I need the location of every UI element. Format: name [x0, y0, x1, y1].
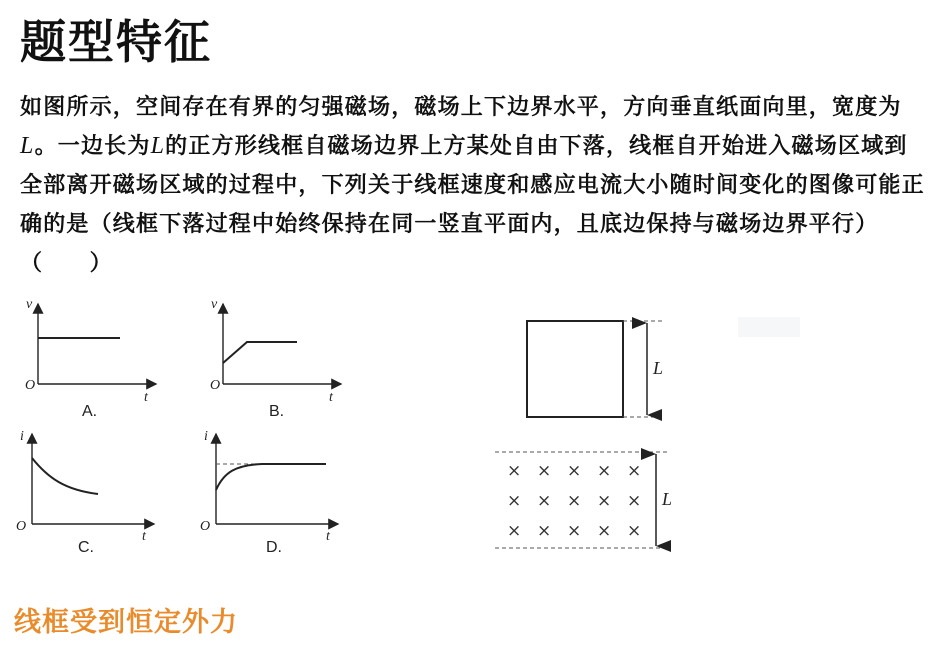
width-variable: L: [20, 133, 35, 159]
field-cross-symbol: ×: [597, 461, 612, 481]
question-part-1: 如图所示，空间存在有界的匀强磁场，磁场上下边界水平，方向垂直纸面向里，宽度为: [20, 94, 902, 120]
y-axis-label: v: [211, 297, 218, 312]
field-cross-symbol: ×: [597, 521, 612, 541]
field-cross-symbol: ×: [507, 461, 522, 481]
x-axis-label: t: [142, 529, 146, 544]
option-label: D.: [266, 539, 282, 556]
graph-curve: [32, 458, 98, 494]
field-cross-symbol: ×: [537, 521, 552, 541]
frame-and-field-figure: [490, 312, 690, 562]
side-variable: L: [150, 133, 166, 159]
field-dimension-label: L: [662, 489, 673, 509]
graph-option-b[interactable]: [205, 296, 345, 421]
question-part-3: 的正方形线框自磁场边界上方某处自由下落，线框自开始进入磁场区域到全部离开磁场区域的过程中，下列关于线框速度和感应电流大小随时间变化的图像可能正确的是（线框下落过程中始终保持在同一竖直平面内，且底边保持与磁场边界平行）（ ）: [20, 133, 925, 276]
magnetic-field-symbols: [507, 461, 641, 541]
field-cross-symbol: ×: [627, 521, 642, 541]
graph-curve: [223, 342, 297, 363]
option-label: B.: [269, 403, 285, 420]
graph-option-a[interactable]: [20, 296, 160, 421]
field-cross-symbol: ×: [597, 491, 612, 511]
option-label: A.: [82, 403, 98, 420]
x-axis-label: t: [326, 529, 330, 544]
page-title: 题型特征: [20, 15, 212, 69]
field-cross-symbol: ×: [507, 521, 522, 541]
bottom-note: 线框受到恒定外力: [14, 607, 238, 638]
field-cross-symbol: ×: [537, 461, 552, 481]
y-axis-label: i: [204, 429, 208, 444]
question-text: [20, 88, 925, 283]
placeholder-box: [738, 317, 800, 337]
option-label: C.: [78, 539, 94, 556]
square-frame: [527, 321, 623, 417]
origin-label: O: [16, 519, 27, 534]
field-cross-symbol: ×: [627, 491, 642, 511]
field-cross-symbol: ×: [567, 461, 582, 481]
origin-label: O: [200, 519, 211, 534]
field-cross-symbol: ×: [507, 491, 522, 511]
graph-option-d[interactable]: [200, 430, 345, 555]
field-cross-symbol: ×: [627, 461, 642, 481]
field-cross-symbol: ×: [567, 491, 582, 511]
field-cross-symbol: ×: [537, 491, 552, 511]
x-axis-label: t: [329, 390, 333, 405]
x-axis-label: t: [144, 390, 148, 405]
y-axis-label: i: [20, 429, 24, 444]
field-cross-symbol: ×: [567, 521, 582, 541]
y-axis-label: v: [26, 297, 33, 312]
frame-dimension-label: L: [653, 358, 664, 378]
origin-label: O: [210, 378, 221, 393]
graph-option-c[interactable]: [16, 429, 160, 556]
origin-label: O: [25, 378, 36, 393]
graph-curve: [216, 464, 326, 490]
question-part-2: 。一边长为: [34, 133, 151, 159]
